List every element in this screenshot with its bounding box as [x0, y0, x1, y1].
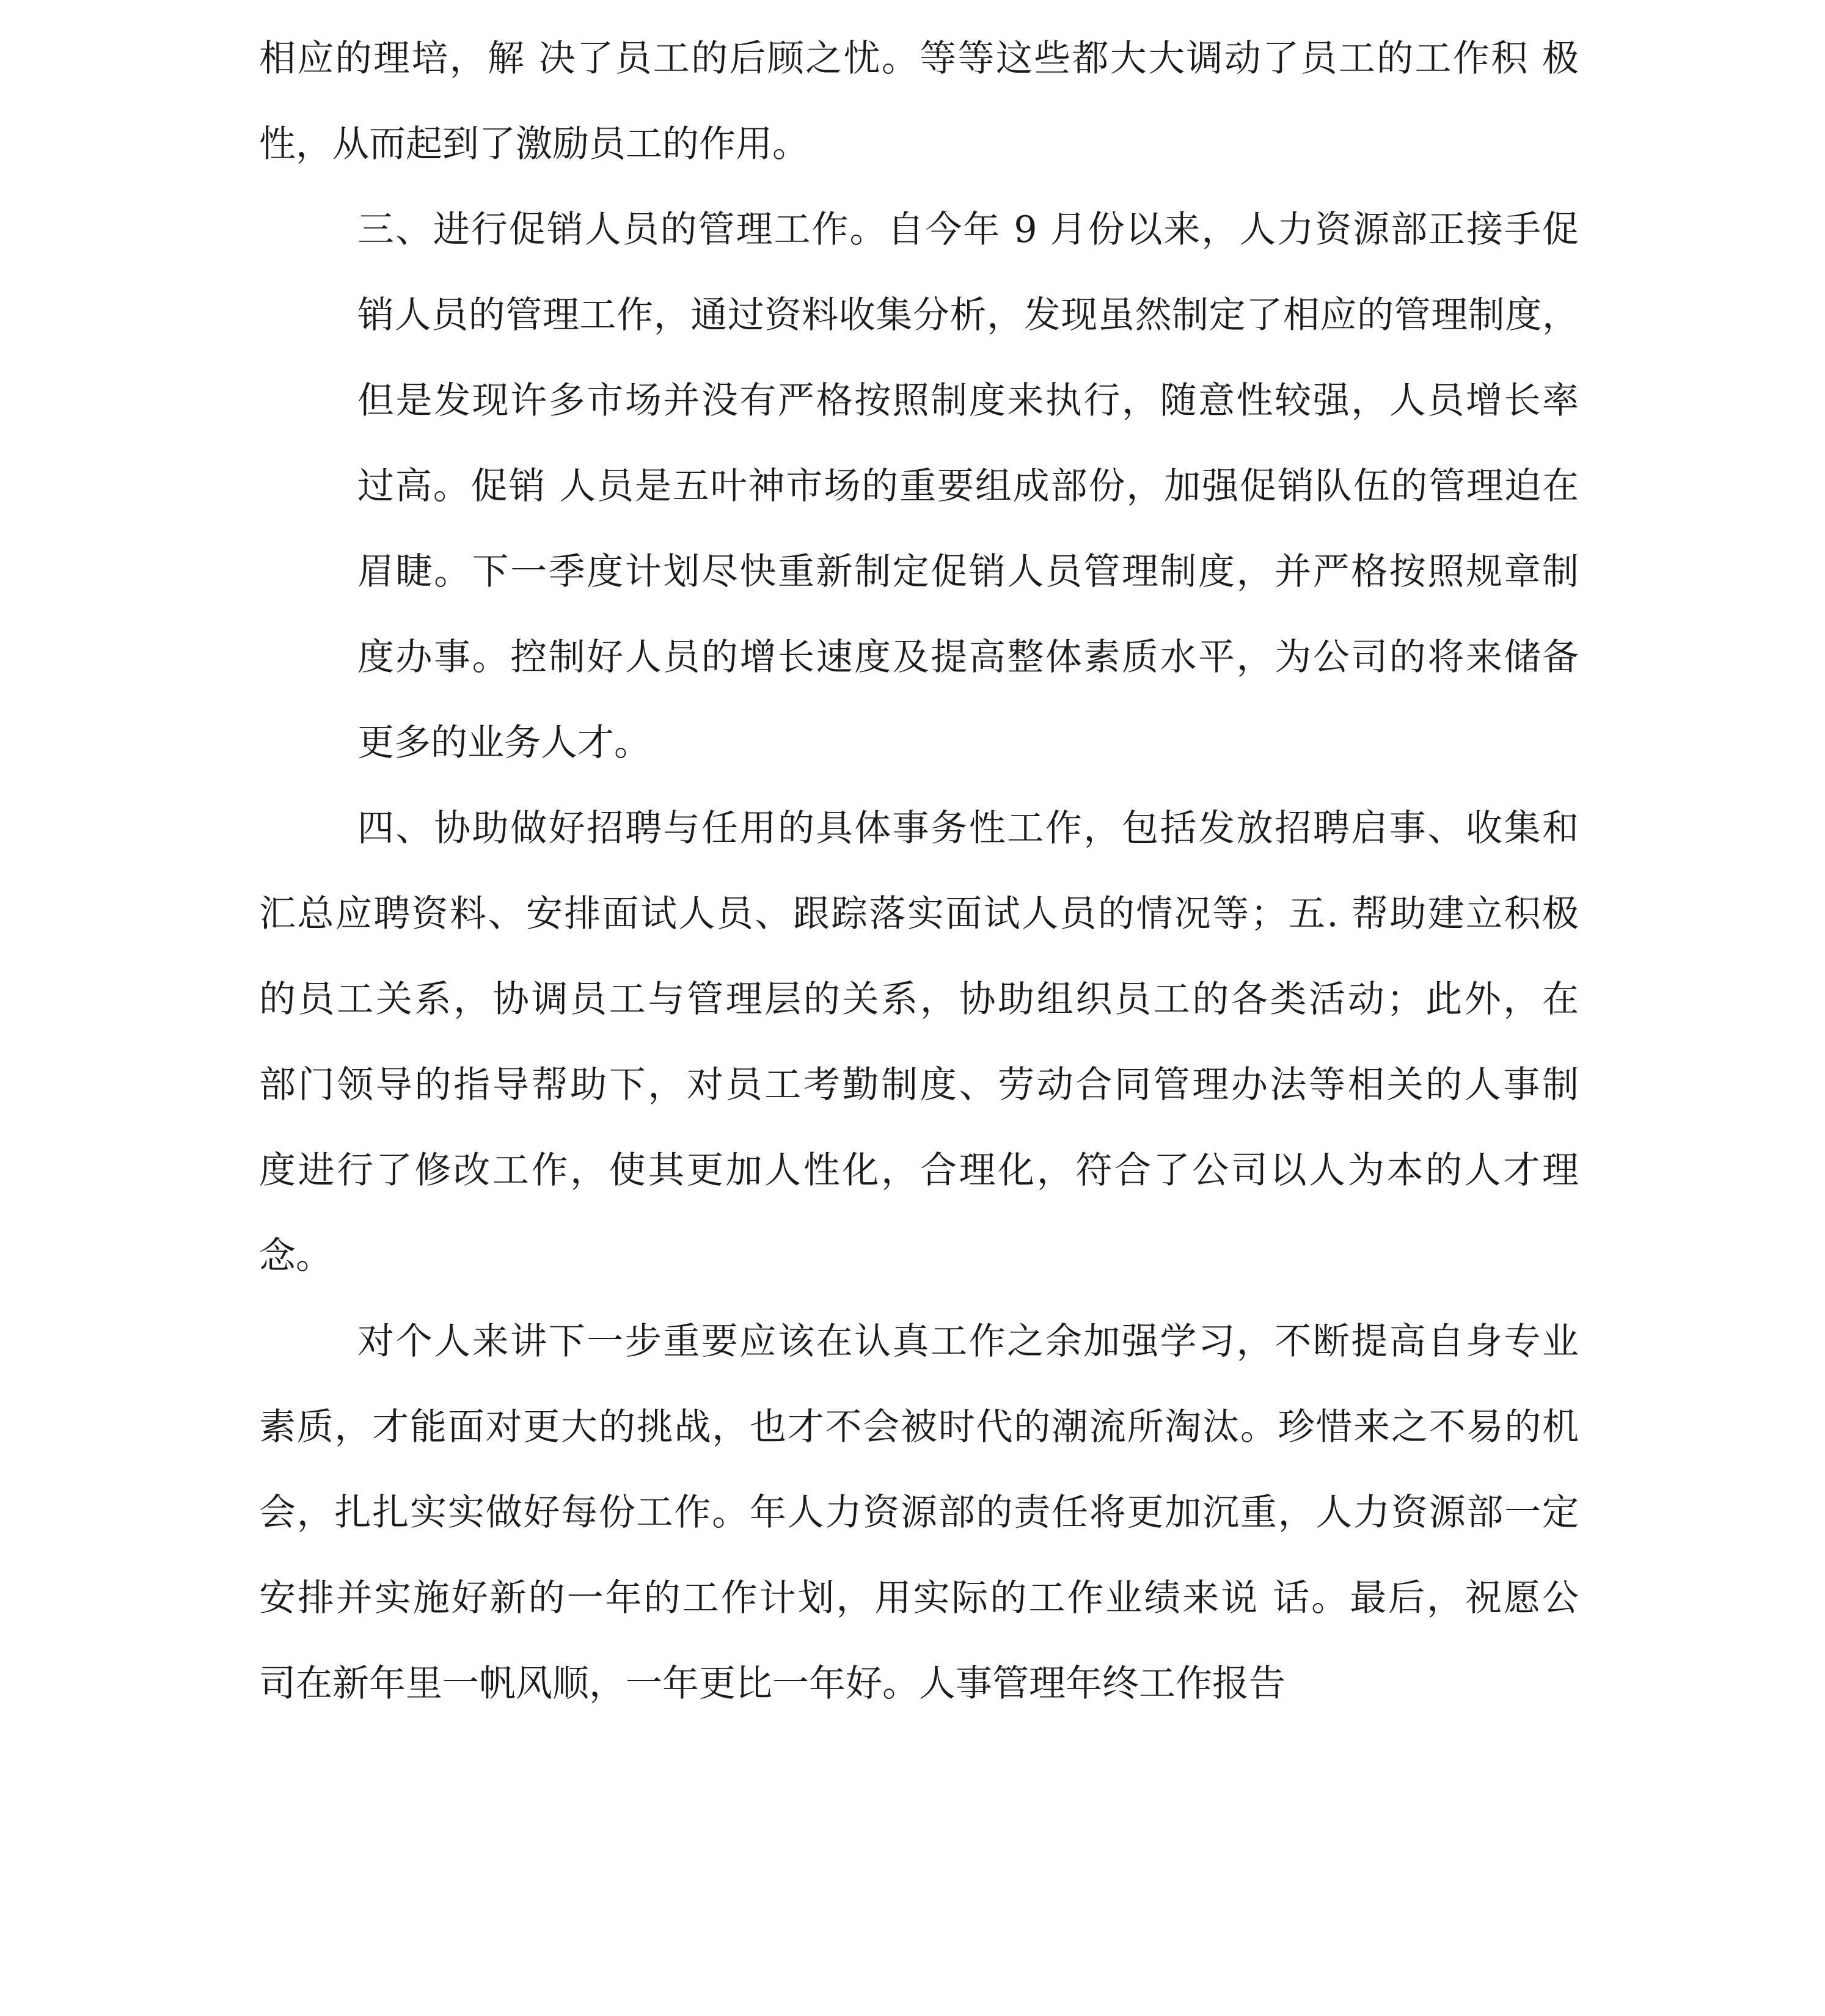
text-line-6: 过高。促销 人员是五叶神市场的重要组成部份，加强促销队伍的管理迫在 [357, 465, 1579, 508]
text-line-20: 司在新年里一帆风顺，一年更比一年好。人事管理年终工作报告 [259, 1662, 1286, 1705]
text-line-2: 性，从而起到了激励员工的作用。 [259, 123, 809, 166]
text-line-7: 眉睫。下一季度计划尽快重新制定促销人员管理制度，并严格按照规章制 [357, 550, 1579, 593]
text-line-14: 度进行了修改工作，使其更加人性化，合理化，符合了公司以人为本的人才理 [259, 1149, 1579, 1192]
text-line-11: 汇总应聘资料、安排面试人员、跟踪落实面试人员的情况等；五. 帮助建立积极 [259, 893, 1579, 935]
text-line-15: 念。 [259, 1235, 332, 1277]
text-line-8: 度办事。控制好人员的增长速度及提高整体素质水平，为公司的将来储备 [357, 636, 1579, 679]
text-line-1: 相应的理培，解 决了员工的后顾之忧。等等这些都大大调动了员工的工作积 极 [259, 37, 1579, 80]
text-line-16: 对个人来讲下一步重要应该在认真工作之余加强学习，不断提高自身专业 [357, 1320, 1579, 1363]
text-line-10: 四、协助做好招聘与任用的具体事务性工作，包括发放招聘启事、收集和 [357, 807, 1579, 850]
text-line-19: 安排并实施好新的一年的工作计划，用实际的工作业绩来说 话。最后，祝愿公 [259, 1577, 1579, 1620]
text-line-9: 更多的业务人才。 [357, 721, 651, 764]
text-line-18: 会，扎扎实实做好每份工作。年人力资源部的责任将更加沉重，人力资源部一定 [259, 1491, 1579, 1534]
text-line-4: 销人员的管理工作，通过资料收集分析，发现虽然制定了相应的管理制度， [357, 294, 1579, 337]
text-line-17: 素质，才能面对更大的挑战，也才不会被时代的潮流所淘汰。珍惜来之不易的机 [259, 1406, 1579, 1448]
text-line-13: 部门领导的指导帮助下，对员工考勤制度、劳动合同管理办法等相关的人事制 [259, 1064, 1579, 1106]
text-line-12: 的员工关系，协调员工与管理层的关系，协助组织员工的各类活动；此外，在 [259, 978, 1579, 1021]
text-line-3: 三、进行促销人员的管理工作。自今年 9 月份以来，人力资源部正接手促 [357, 208, 1579, 251]
text-line-5: 但是发现许多市场并没有严格按照制度来执行，随意性较强，人员增长率 [357, 379, 1579, 422]
